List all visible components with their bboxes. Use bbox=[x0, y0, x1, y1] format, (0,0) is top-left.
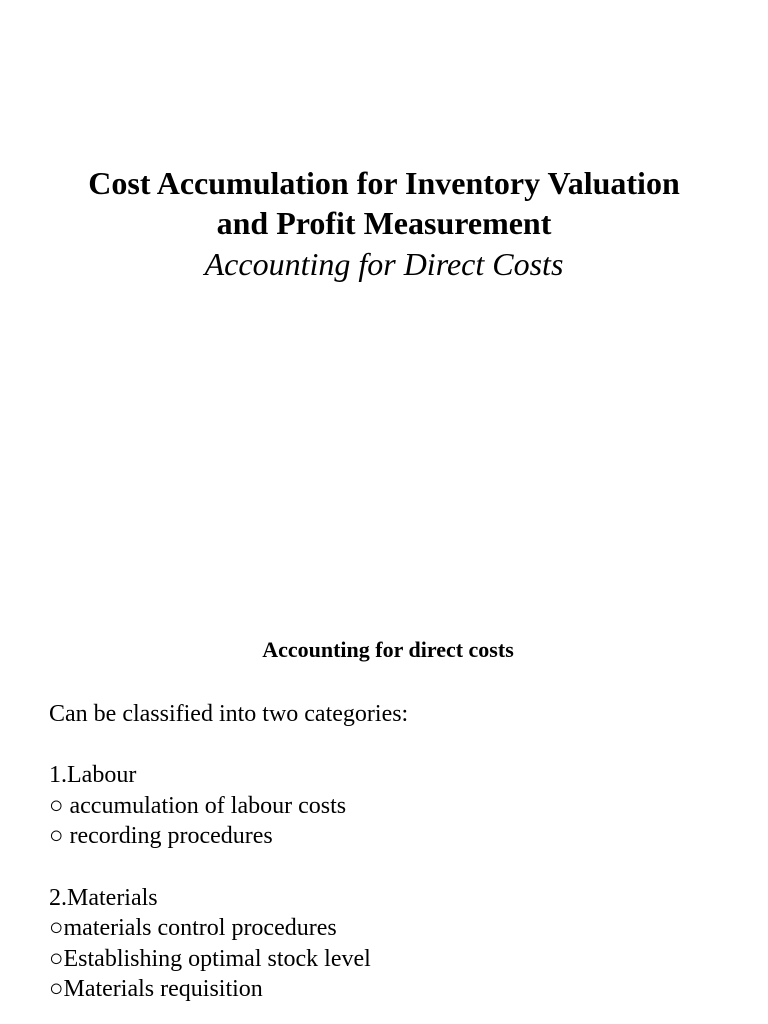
document-subtitle: Accounting for Direct Costs bbox=[204, 246, 564, 282]
list-item: ○Establishing optimal stock level bbox=[49, 945, 371, 972]
spacer bbox=[49, 852, 749, 883]
title-block bbox=[0, 163, 768, 285]
list-item: ○ recording procedures bbox=[49, 823, 273, 850]
intro-text: Can be classified into two categories: bbox=[49, 701, 409, 727]
document-title-line-1: Cost Accumulation for Inventory Valuation bbox=[88, 165, 680, 201]
list-item: ○Materials requisition bbox=[49, 976, 263, 1003]
category-label-labour: 1.Labour bbox=[49, 762, 137, 789]
list-item: ○ accumulation of labour costs bbox=[49, 792, 347, 819]
section-heading: Accounting for direct costs bbox=[262, 637, 514, 662]
category-label-materials: 2.Materials bbox=[49, 884, 158, 911]
document-title-line-2: and Profit Measurement bbox=[216, 205, 552, 241]
spacer bbox=[49, 730, 749, 761]
list-item: ○materials control procedures bbox=[49, 915, 337, 942]
section-body bbox=[49, 699, 749, 1005]
